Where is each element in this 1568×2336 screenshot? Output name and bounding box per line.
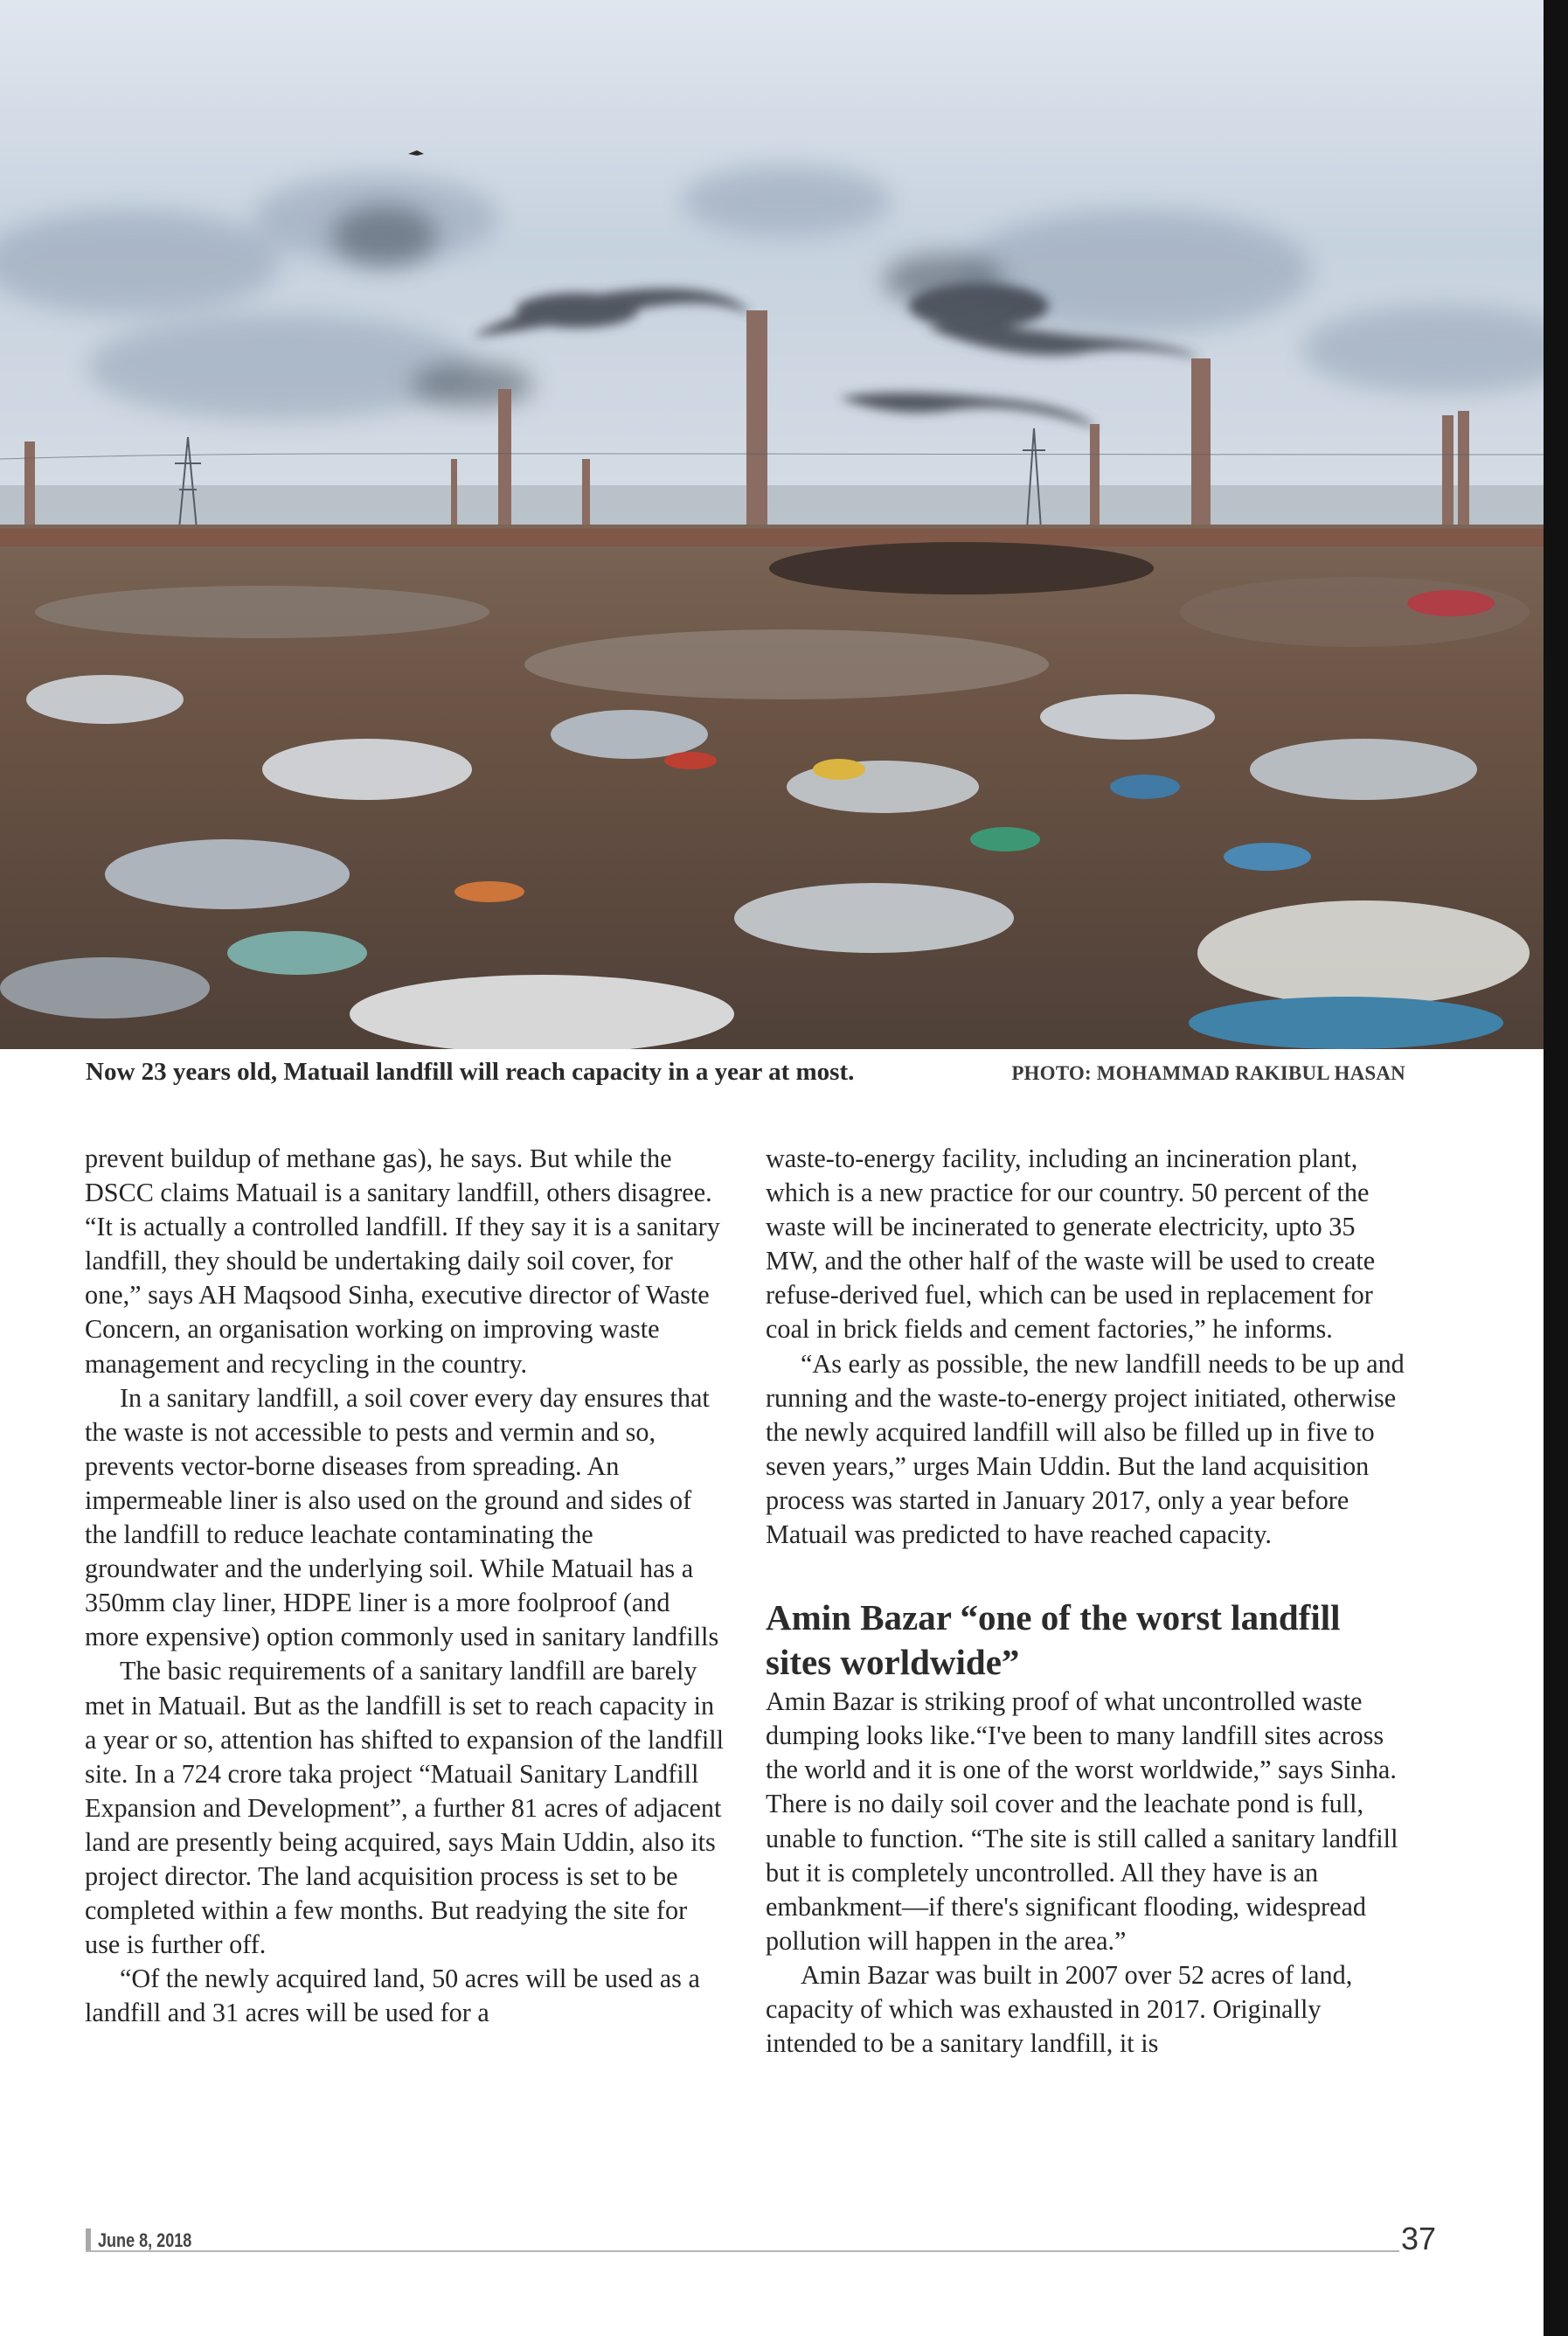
paragraph: Amin Bazar was built in 2007 over 52 acres of land, capacity of which was exhausted in 2017. Originally intended to be a sanitary landfill, it is xyxy=(766,1959,1353,2059)
page-edge-bar xyxy=(1544,0,1568,2336)
paragraph: The basic requirements of a sanitary landfill are barely met in Matuail. But as the landfill is set to reach capacity in a year or so, attention has shifted to expansion of the landfill site. In a 724 crore taka project “Matuail Sanitary Landfill Expansion and Development”, a further 81 acres of adjacent land are presently being acquired, says Main Uddin, also its project director. The land acquisition process is set to be completed within a few months. But readying the site for use is further off. xyxy=(85,1656,725,1960)
paragraph: prevent buildup of methane gas), he says. But while the DSCC claims Matuail is a sanitary landfill, others disagree. “It is actually a controlled landfill. If they say it is a sanitary landfill, they should be undertaking daily soil cover, for one,” says AH Maqsood Sinha, executive director of Waste Concern, an organisation working on improving waste management and recycling in the country. xyxy=(85,1144,720,1379)
paragraph: “Of the newly acquired land, 50 acres will be used as a landfill and 31 acres will be used for a xyxy=(85,1964,700,2028)
photo-caption: Now 23 years old, Matuail landfill will reach capacity in a year at most. xyxy=(86,1058,855,1086)
landfill-photo xyxy=(0,0,1544,1049)
footer-marker xyxy=(86,2228,91,2252)
section-heading: Amin Bazar “one of the worst landfill sites worldwide” xyxy=(766,1597,1341,1683)
paragraph: Amin Bazar is striking proof of what uncontrolled waste dumping looks like.“I've been to many landfill sites across the world and it is one of the worst worldwide,” says Sinha. There is no daily soil cover and the leachate pond is full, unable to function. “The site is still called a sanitary landfill but it is completely uncontrolled. All they have is an embankment—if there's significant flooding, widespread pollution will happen in the area.” xyxy=(766,1686,1398,1956)
issue-date: June 8, 2018 xyxy=(98,2229,192,2251)
landfill-photo-image xyxy=(0,0,1544,1049)
footer-rule xyxy=(86,2250,1399,2252)
paragraph: In a sanitary landfill, a soil cover every day ensures that the waste is not accessible to pests and vermin and so, prevents vector-borne diseases from spreading. An impermeable liner is also used on the ground and sides of the landfill to reduce leachate contaminating the groundwater and the underlying soil. While Matuail has a 350mm clay liner, HDPE liner is a more foolproof (and more expensive) option commonly used in sanitary landfills xyxy=(85,1382,719,1652)
article-left-column xyxy=(85,1142,725,2030)
paragraph: “As early as possible, the new landfill needs to be up and running and the waste-to-energy project initiated, otherwise the newly acquired landfill will also be filled up in five to seven years,” urges Main Uddin. But the land acquisition process was started in January 2017, only a year before Matuail was predicted to have reached capacity. xyxy=(766,1348,1405,1550)
article-right-column xyxy=(766,1142,1405,2061)
photo-credit: PHOTO: MOHAMMAD RAKIBUL HASAN xyxy=(1011,1062,1405,1084)
paragraph: waste-to-energy facility, including an incineration plant, which is a new practice for our country. 50 percent of the waste will be incinerated to generate electricity, upto 35 MW, and the other half of the waste will be used to create refuse-derived fuel, which can be used in replacement for coal in brick fields and cement factories,” he informs. xyxy=(766,1144,1376,1345)
page-number: 37 xyxy=(1401,2221,1437,2256)
photo-caption-row xyxy=(86,1058,1405,1098)
